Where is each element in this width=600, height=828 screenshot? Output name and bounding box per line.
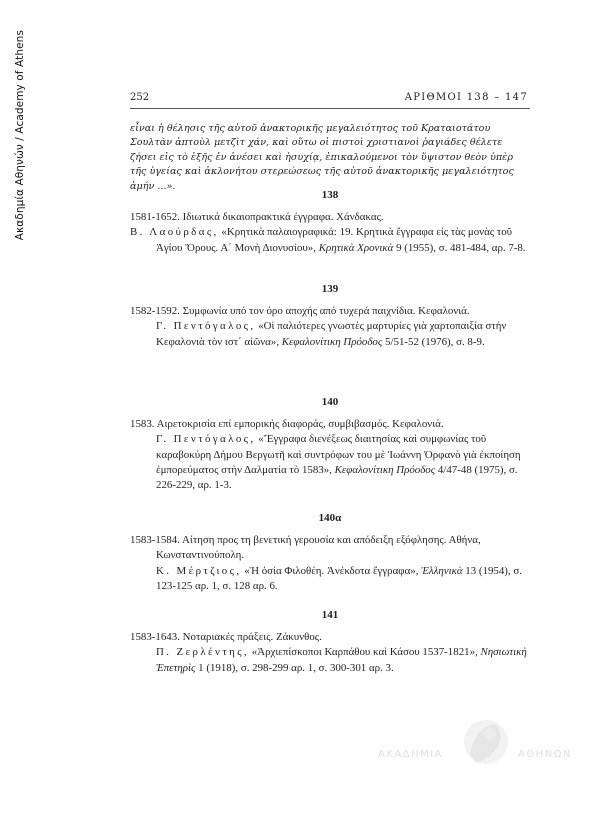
entry-number: 139 [321,283,339,295]
entry-heading: 1583-1643. Νοταριακές πράξεις. Ζάκυνθος. [130,631,322,643]
reference-journal: Νησιωτικὴ Ἐπετηρὶς [156,646,527,674]
entry-reference [130,432,530,493]
entry-reference [130,319,530,350]
entry-140 [130,396,530,493]
reference-author: Γ. Πεντόγαλος, [156,433,256,446]
entry-number: 140 [321,396,339,408]
entry-reference [130,564,530,595]
entry-number: 140α [318,512,342,524]
header-rule [130,108,530,109]
intro-paragraph: εἶναι ἡ θέλησις τῆς αὐτοῦ ἀνακτορικῆς μεγαλειότητος τοῦ Κραταιοτάτου Σουλτὰν ἀπτοὺλ μετζὶτ χάν, καὶ οὕτω οἱ πιστοὶ χριστιανοὶ ῥαγιάδες θέλετε ζήσει εἰς τὸ ἑξῆς ἐν ἀνέσει καὶ ἡσυχίᾳ, ἐπικαλούμενοι τὸν ὕψιστον θεὸν ὑπὲρ τῆς ὑγείας καὶ ἀκλονήτου στερεώσεως τῆς αὐτοῦ ἀνακτορικῆς μεγαλειότητος ἀμήν ...». [130,123,514,192]
entry-heading: 1582-1592. Συμφωνία υπό τον όρο αποχής από τυχερά παιχνίδια. Κεφαλονιά. [130,305,470,317]
reference-details: 13 (1954), σ. 123-125 αρ. 1, σ. 128 αρ. 6. [156,564,522,592]
reference-details: 1 (1918), σ. 298-299 αρ. 1, σ. 300-301 αρ. 3. [198,661,394,674]
reference-details: 4/47-48 (1975), σ. 226-229, αρ. 1-3. [156,463,518,492]
entry-141 [130,609,530,676]
entry-number: 138 [321,189,339,201]
reference-journal: Κεφαλονίτικη Πρόοδος [281,335,383,348]
reference-journal: Ἑλληνικὰ [421,564,463,577]
reference-details: 9 (1955), σ. 481-484, αρ. 7-8. [396,241,526,254]
reference-title: «Ἀρχιεπίσκοποι Καρπάθου καὶ Κάσου 1537-1821», [251,646,478,659]
entry-heading: 1583. Αιρετοκρισία επί εμπορικής διαφοράς, συμβιβασμός. Κεφαλονιά. [130,418,444,430]
reference-author: Γ. Πεντόγαλος, [156,320,256,333]
reference-title: «Ἔγγραφα διενέξεως διαιτησίας καὶ συμφωνίας τοῦ καραβοκύρη Δήμου Βεργωτῆ καὶ συντρόφων του μὲ Ἰωάννη Ὀρφανὸ γιὰ ἐκποίηση ἐμπορεύματος στὴν Δαλματία τὸ 1583», [156,433,521,476]
entry-heading: 1581-1652. Ιδιωτικά δικαιοπρακτικά έγγραφα. Χάνδακας. [130,211,384,223]
reference-author: Κ. Μέρτζιος, [156,564,242,577]
entry-heading: 1583-1584. Αίτηση προς τη βενετική γερουσία και απόδειξη εξόφλησης. Αθήνα, Κωνσταντινούπολη. [130,534,481,562]
reference-title: «Ἡ ὁσία Φιλοθέη. Ἀνέκδοτα ἔγγραφα», [244,564,419,577]
reference-author: Β. Λαούρδας, [130,226,219,239]
running-head: ΑΡΙΘΜΟΙ 138 – 147 [404,92,528,103]
side-label: Ακαδημία Αθηνών / Academy of Athens [14,30,26,241]
entry-number: 141 [321,609,339,621]
entry-reference [130,225,530,256]
reference-title: «Κρητικὰ παλαιογραφικά: 19. Κρητικὰ ἔγγραφα εἰς τὰς μονὰς τοῦ Ἁγίου Ὄρους. Α΄ Μονὴ Διονυσίου», [156,226,513,254]
reference-journal: Κρητικὰ Χρονικὰ [318,241,394,254]
reference-author: Π. Ζερλέντης, [156,646,250,659]
entry-138 [130,189,530,256]
page [130,0,530,828]
entry-139 [130,283,530,350]
page-number: 252 [130,92,150,103]
reference-details: 5/51-52 (1976), σ. 8-9. [385,335,485,348]
watermark-left-text: ΑΚΑΔΗΜΙΑ [378,749,444,760]
academy-logo-icon [378,716,588,776]
academy-watermark [378,716,588,776]
reference-title: «Οἱ παλιότερες γνωστὲς μαρτυρίες γιὰ χαρτοπαιξία στὴν Κεφαλονιὰ τὸν ιστ΄ αἰῶνα», [156,320,507,348]
entry-reference [130,645,530,676]
watermark-right-text: ΑΘΗΝΩΝ [518,749,572,760]
entry-140a [130,512,530,594]
reference-journal: Κεφαλονίτικη Πρόοδος [334,463,436,476]
